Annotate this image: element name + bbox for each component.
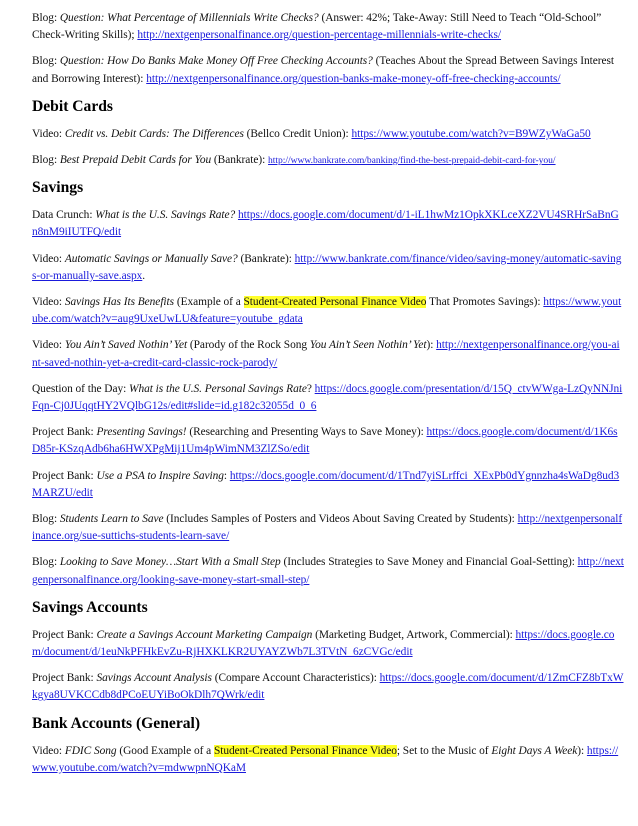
entry-description: (Bellco Credit Union):	[243, 127, 352, 140]
section-heading-debit-cards: Debit Cards	[32, 97, 113, 115]
entry-type: Blog:	[32, 55, 60, 68]
entry-description: (Answer: 42%; Take-Away: Still Need to Teach “Old-School” Check-Writing Skills);	[32, 12, 602, 42]
section-heading-savings: Savings	[32, 179, 84, 197]
entry-description: (Example of a	[174, 296, 244, 309]
entry-title: FDIC Song	[64, 744, 117, 757]
entry-link[interactable]: https://docs.google.com/document/d/1K6sD85r-KSzqAdb6ha6HWXPgMij1Um4pWimNM3ZlZSo/edit	[32, 426, 618, 456]
entry-link[interactable]: http://nextgenpersonalfinance.org/question-percentage-millennials-write-checks/	[137, 29, 502, 42]
entry-link[interactable]: http://nextgenpersonalfinance.org/question-banks-make-money-off-free-checking-accounts/	[146, 72, 561, 85]
section-heading-savings-accounts: Savings Accounts	[32, 598, 148, 616]
list-item	[32, 251, 624, 285]
entry-title: Question: How Do Banks Make Money Off Free Checking Accounts?	[59, 55, 373, 68]
entry-type: Project Bank:	[32, 672, 97, 685]
section-heading-bank-accounts: Bank Accounts (General)	[32, 714, 201, 732]
entry-title: Presenting Savings!	[96, 426, 187, 439]
entry-type: Blog:	[32, 513, 60, 526]
entry-end: .	[142, 269, 146, 282]
entry-title: Savings Has Its Benefits	[64, 296, 175, 309]
entry-link[interactable]: https://docs.google.com/document/d/1euNkPFHkEvZu-RjHXKLKR2UYAYZWb7L3TVtN_6zCVGc/edit	[32, 628, 615, 659]
entry-link[interactable]: http://nextgenpersonalfinance.org/you-aint-saved-nothin-yet-a-credit-card-classic-rock-parody/	[32, 339, 620, 369]
entry-title: Savings Account Analysis	[96, 672, 212, 685]
entry-title: Students Learn to Save	[59, 513, 164, 526]
entry-type: Blog:	[32, 556, 60, 569]
list-item	[32, 294, 624, 328]
entry-type: Project Bank:	[32, 426, 97, 439]
entry-link[interactable]: https://docs.google.com/document/d/1Tnd7yiSLrffci_XExPb0dYgnnzha4sWaDg8ud3MARZU/edit	[32, 469, 620, 499]
entry-link[interactable]: http://www.bankrate.com/finance/video/saving-money/automatic-savings-or-manually-save.aspx	[32, 252, 622, 282]
entry-description: (Bankrate):	[211, 154, 269, 167]
entry-title: Automatic Savings or Manually Save?	[64, 252, 238, 265]
entry-title: Use a PSA to Inspire Saving	[96, 469, 224, 482]
entry-type: Video:	[32, 252, 65, 265]
entry-description: (Includes Strategies to Save Money and Financial Goal-Setting):	[280, 556, 578, 569]
highlighted-text: Student-Created Personal Finance Video	[213, 744, 397, 757]
entry-type: Question of the Day:	[32, 382, 130, 395]
entry-description: ; Set to the Music of	[396, 744, 492, 757]
list-item	[32, 10, 624, 44]
entry-type: Video:	[32, 127, 65, 140]
entry-link[interactable]: http://www.bankrate.com/banking/find-the-best-prepaid-debit-card-for-you/	[268, 155, 556, 167]
entry-title: Best Prepaid Debit Cards for You	[59, 154, 212, 167]
entry-title: Create a Savings Account Marketing Campaign	[96, 628, 313, 641]
highlighted-text: Student-Created Personal Finance Video	[243, 296, 427, 309]
entry-subtitle: Eight Days A Week	[491, 744, 578, 757]
list-item	[32, 468, 624, 502]
entry-link[interactable]: http://nextgenpersonalfinance.org/sue-suttichs-students-learn-save/	[32, 513, 623, 543]
list-item	[32, 53, 624, 87]
entry-description: (Includes Samples of Posters and Videos About Saving Created by Students):	[163, 513, 518, 526]
entry-type: Blog:	[32, 12, 60, 24]
list-item	[32, 152, 624, 169]
entry-description: (Compare Account Characteristics):	[211, 672, 380, 685]
entry-subtitle: You Ain’t Seen Nothin’ Yet	[309, 339, 427, 352]
list-item	[32, 424, 624, 458]
entry-title: What is the U.S. Personal Savings Rate	[129, 382, 307, 395]
list-item	[32, 743, 624, 777]
entry-type: Data Crunch:	[32, 209, 96, 222]
entry-description: :	[223, 469, 230, 482]
list-item	[32, 511, 624, 545]
entry-description: (Marketing Budget, Artwork, Commercial):	[312, 628, 516, 641]
list-item	[32, 381, 624, 415]
entry-link[interactable]: https://docs.google.com/presentation/d/15Q_ctvWWga-LzQyNNJniFqn-Cj0JUqqtHY2VQlbG12s/edit#slide=id.g182c32055d_0_6	[32, 382, 623, 413]
entry-type: Blog:	[32, 154, 60, 167]
entry-link[interactable]: https://www.youtube.com/watch?v=mdwwpnNQKaM	[32, 744, 619, 774]
entry-type: Video:	[32, 296, 65, 309]
entry-link[interactable]: https://www.youtube.com/watch?v=aug9UxeUwLU&feature=youtube_gdata	[32, 296, 622, 326]
list-item	[32, 337, 624, 371]
entry-type: Project Bank:	[32, 628, 97, 641]
entry-description: (Researching and Presenting Ways to Save Money):	[186, 426, 427, 439]
entry-description: ):	[577, 744, 587, 757]
list-item	[32, 126, 624, 143]
document-page	[32, 10, 624, 786]
entry-title: Looking to Save Money…Start With a Small Step	[59, 556, 281, 569]
entry-title: You Ain’t Saved Nothin’ Yet	[64, 339, 188, 352]
entry-title: Credit vs. Debit Cards: The Differences	[64, 127, 244, 140]
entry-type: Project Bank:	[32, 469, 97, 482]
list-item	[32, 627, 624, 661]
entry-link[interactable]: https://www.youtube.com/watch?v=B9WZyWaGa50	[351, 127, 591, 140]
entry-title: What is the U.S. Savings Rate?	[95, 209, 236, 222]
entry-description: (Teaches About the Spread Between Savings Interest and Borrowing Interest):	[32, 55, 615, 85]
entry-type: Video:	[32, 339, 65, 352]
entry-description: (Parody of the Rock Song	[187, 339, 310, 352]
entry-title: Question: What Percentage of Millennials Write Checks?	[59, 12, 319, 24]
list-item	[32, 554, 624, 588]
entry-link[interactable]: https://docs.google.com/document/d/1-iL1hwMz1OpkXKLceXZ2VU4SRHrSaBnGn8nM9iIUTFQ/edit	[32, 209, 619, 239]
entry-description: ?	[306, 382, 315, 395]
list-item	[32, 207, 624, 241]
entry-description: ):	[426, 339, 437, 352]
entry-type: Video:	[32, 744, 65, 757]
list-item	[32, 670, 624, 704]
entry-link[interactable]: http://nextgenpersonalfinance.org/looking-save-money-start-small-step/	[32, 556, 624, 586]
entry-link[interactable]: https://docs.google.com/document/d/1ZmCFZ8bTxWkgya8UVKCCdb8dPCoEUYiBoOkDlh7QWrk/edit	[32, 672, 624, 702]
entry-description: (Bankrate):	[237, 252, 295, 265]
entry-description: That Promotes Savings):	[426, 296, 544, 309]
entry-description: (Good Example of a	[116, 744, 214, 757]
